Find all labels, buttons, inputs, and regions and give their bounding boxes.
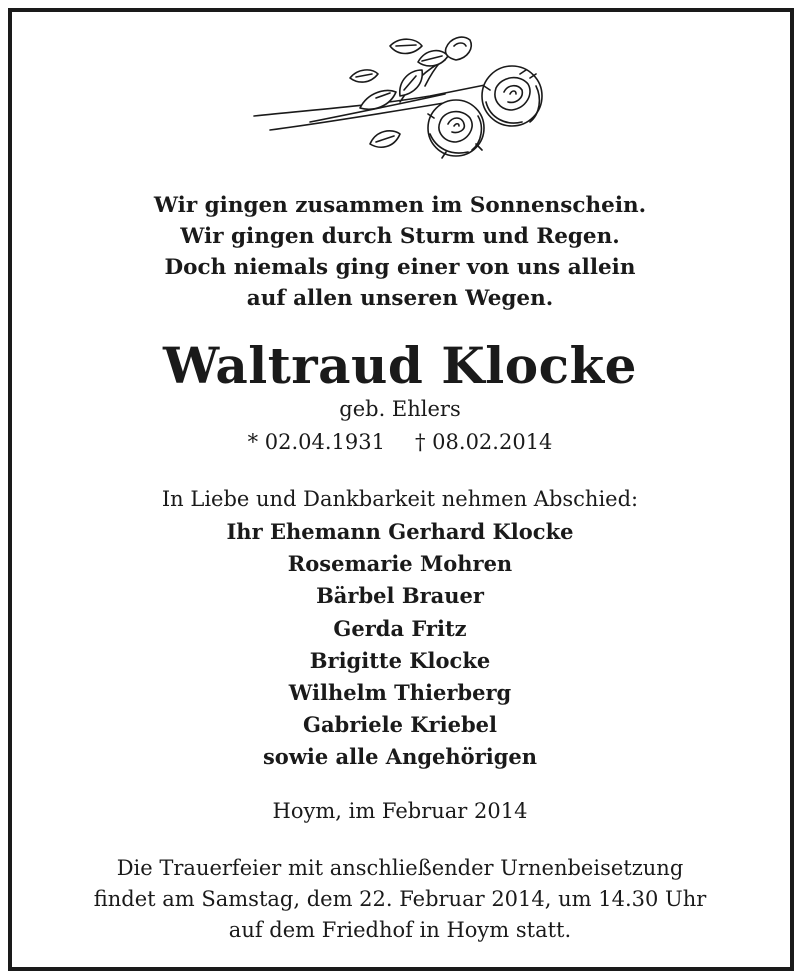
mourner-name: Gerda Fritz xyxy=(333,615,467,641)
mourners-list xyxy=(0,516,800,774)
poem xyxy=(0,190,800,314)
farewell-intro: In Liebe und Dankbarkeit nehmen Abschied: xyxy=(161,487,639,511)
mourner-name: Brigitte Klocke xyxy=(309,647,491,673)
poem-line: Wir gingen zusammen im Sonnenschein. xyxy=(153,193,647,218)
birth-date: * 02.04.1931 xyxy=(247,430,385,454)
mourner-name: Gabriele Kriebel xyxy=(303,712,497,738)
poem-line: auf allen unseren Wegen. xyxy=(246,286,554,311)
funeral-service-info xyxy=(0,853,800,946)
death-date: † 08.02.2014 xyxy=(415,430,553,454)
deceased-name: Waltraud Klocke xyxy=(163,336,637,395)
mourner-name: sowie alle Angehörigen xyxy=(262,744,538,770)
maiden-name: geb. Ehlers xyxy=(339,397,461,421)
place-and-date: Hoym, im Februar 2014 xyxy=(272,799,528,823)
rose-illustration-icon xyxy=(250,26,550,166)
mourner-name: Rosemarie Mohren xyxy=(287,551,513,577)
mourner-name: Bärbel Brauer xyxy=(316,583,484,609)
mourner-name: Ihr Ehemann Gerhard Klocke xyxy=(226,519,574,544)
life-dates xyxy=(0,428,800,456)
mourner-name: Wilhelm Thierberg xyxy=(288,680,512,706)
poem-line: Doch niemals ging einer von uns allein xyxy=(164,255,636,280)
poem-line: Wir gingen durch Sturm und Regen. xyxy=(180,224,620,249)
service-line: auf dem Friedhof in Hoym statt. xyxy=(228,918,572,942)
service-line: findet am Samstag, dem 22. Februar 2014, um 14.30 Uhr xyxy=(93,887,707,911)
service-line: Die Trauerfeier mit anschließender Urnenbeisetzung xyxy=(116,856,684,880)
